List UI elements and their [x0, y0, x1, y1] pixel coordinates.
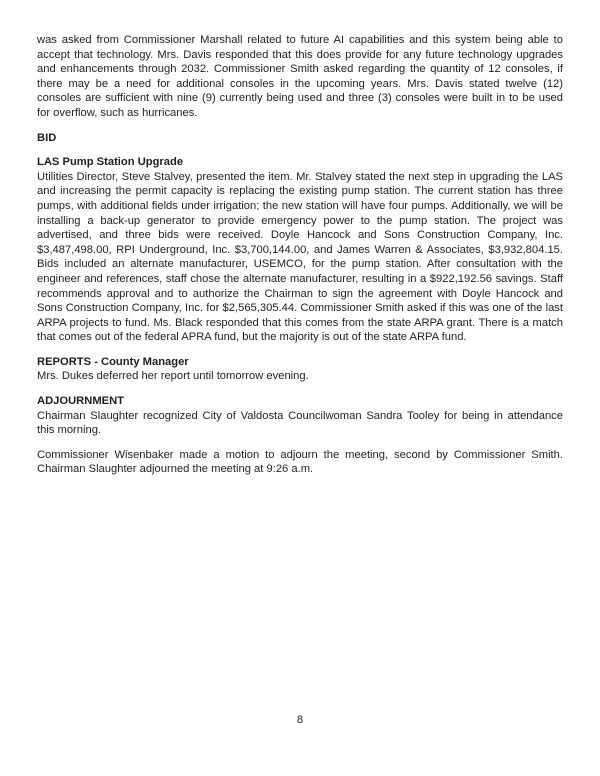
document-content	[37, 33, 563, 487]
page-number: 8	[296, 714, 304, 726]
paragraph-ai-consoles-continuation: was asked from Commissioner Marshall related to future AI capabilities and this system being able to accept that technology. Mrs. Davis responded that this does provide for any future technology upgrades and enhancements through 2032. Commissioner Smith asked regarding the quantity of 12 consoles, if there may be a need for additional consoles in the upcoming years. Mrs. Davis stated twelve (12) consoles are sufficient with nine (9) currently being used and three (3) consoles were built in to be used for overflow, such as hurricanes.	[37, 34, 563, 119]
heading-reports-county-manager: REPORTS - County Manager	[37, 355, 189, 368]
heading-las-pump-station-upgrade: LAS Pump Station Upgrade	[37, 156, 184, 169]
heading-bid: BID	[37, 131, 57, 144]
paragraph-county-manager-report: Mrs. Dukes deferred her report until tomorrow evening.	[37, 370, 309, 383]
paragraph-las-pump-station: Utilities Director, Steve Stalvey, presented the item. Mr. Stalvey stated the next step in upgrading the LAS and increasing the permit capacity is replacing the existing pump station. The current station has three pumps, with additional fields under irrigation; the new station will have four pumps. Additionally, we will be installing a back-up generator to provide emergency power to the pump station. The project was advertised, and three bids were received. Doyle Hancock and Sons Construction Company, Inc. $3,487,498.00, RPI Underground, Inc. $3,700,144.00, and James Warren & Associates, $3,932,804.15. Bids included an alternate manufacturer, USEMCO, for the pump station. After consultation with the engineer and references, staff chose the alternate manufacturer, resulting in a $922,192.56 savings. Staff recommends approval and to authorize the Chairman to sign the agreement with Doyle Hancock and Sons Construction Company, Inc. for $2,565,305.44. Commissioner Smith asked if this was one of the last ARPA projects to fund. Ms. Black responded that this comes from the state ARPA grant. There is a match that comes out of the federal APRA fund, but the majority is out of the state ARPA fund.	[37, 170, 563, 344]
heading-adjournment: ADJOURNMENT	[37, 395, 125, 408]
paragraph-adjournment-recognition: Chairman Slaughter recognized City of Valdosta Councilwoman Sandra Tooley for being in attendance this morning.	[37, 409, 563, 437]
paragraph-adjournment-motion: Commissioner Wisenbaker made a motion to adjourn the meeting, second by Commissioner Smith. Chairman Slaughter adjourned the meeting at 9:26 a.m.	[37, 448, 563, 476]
